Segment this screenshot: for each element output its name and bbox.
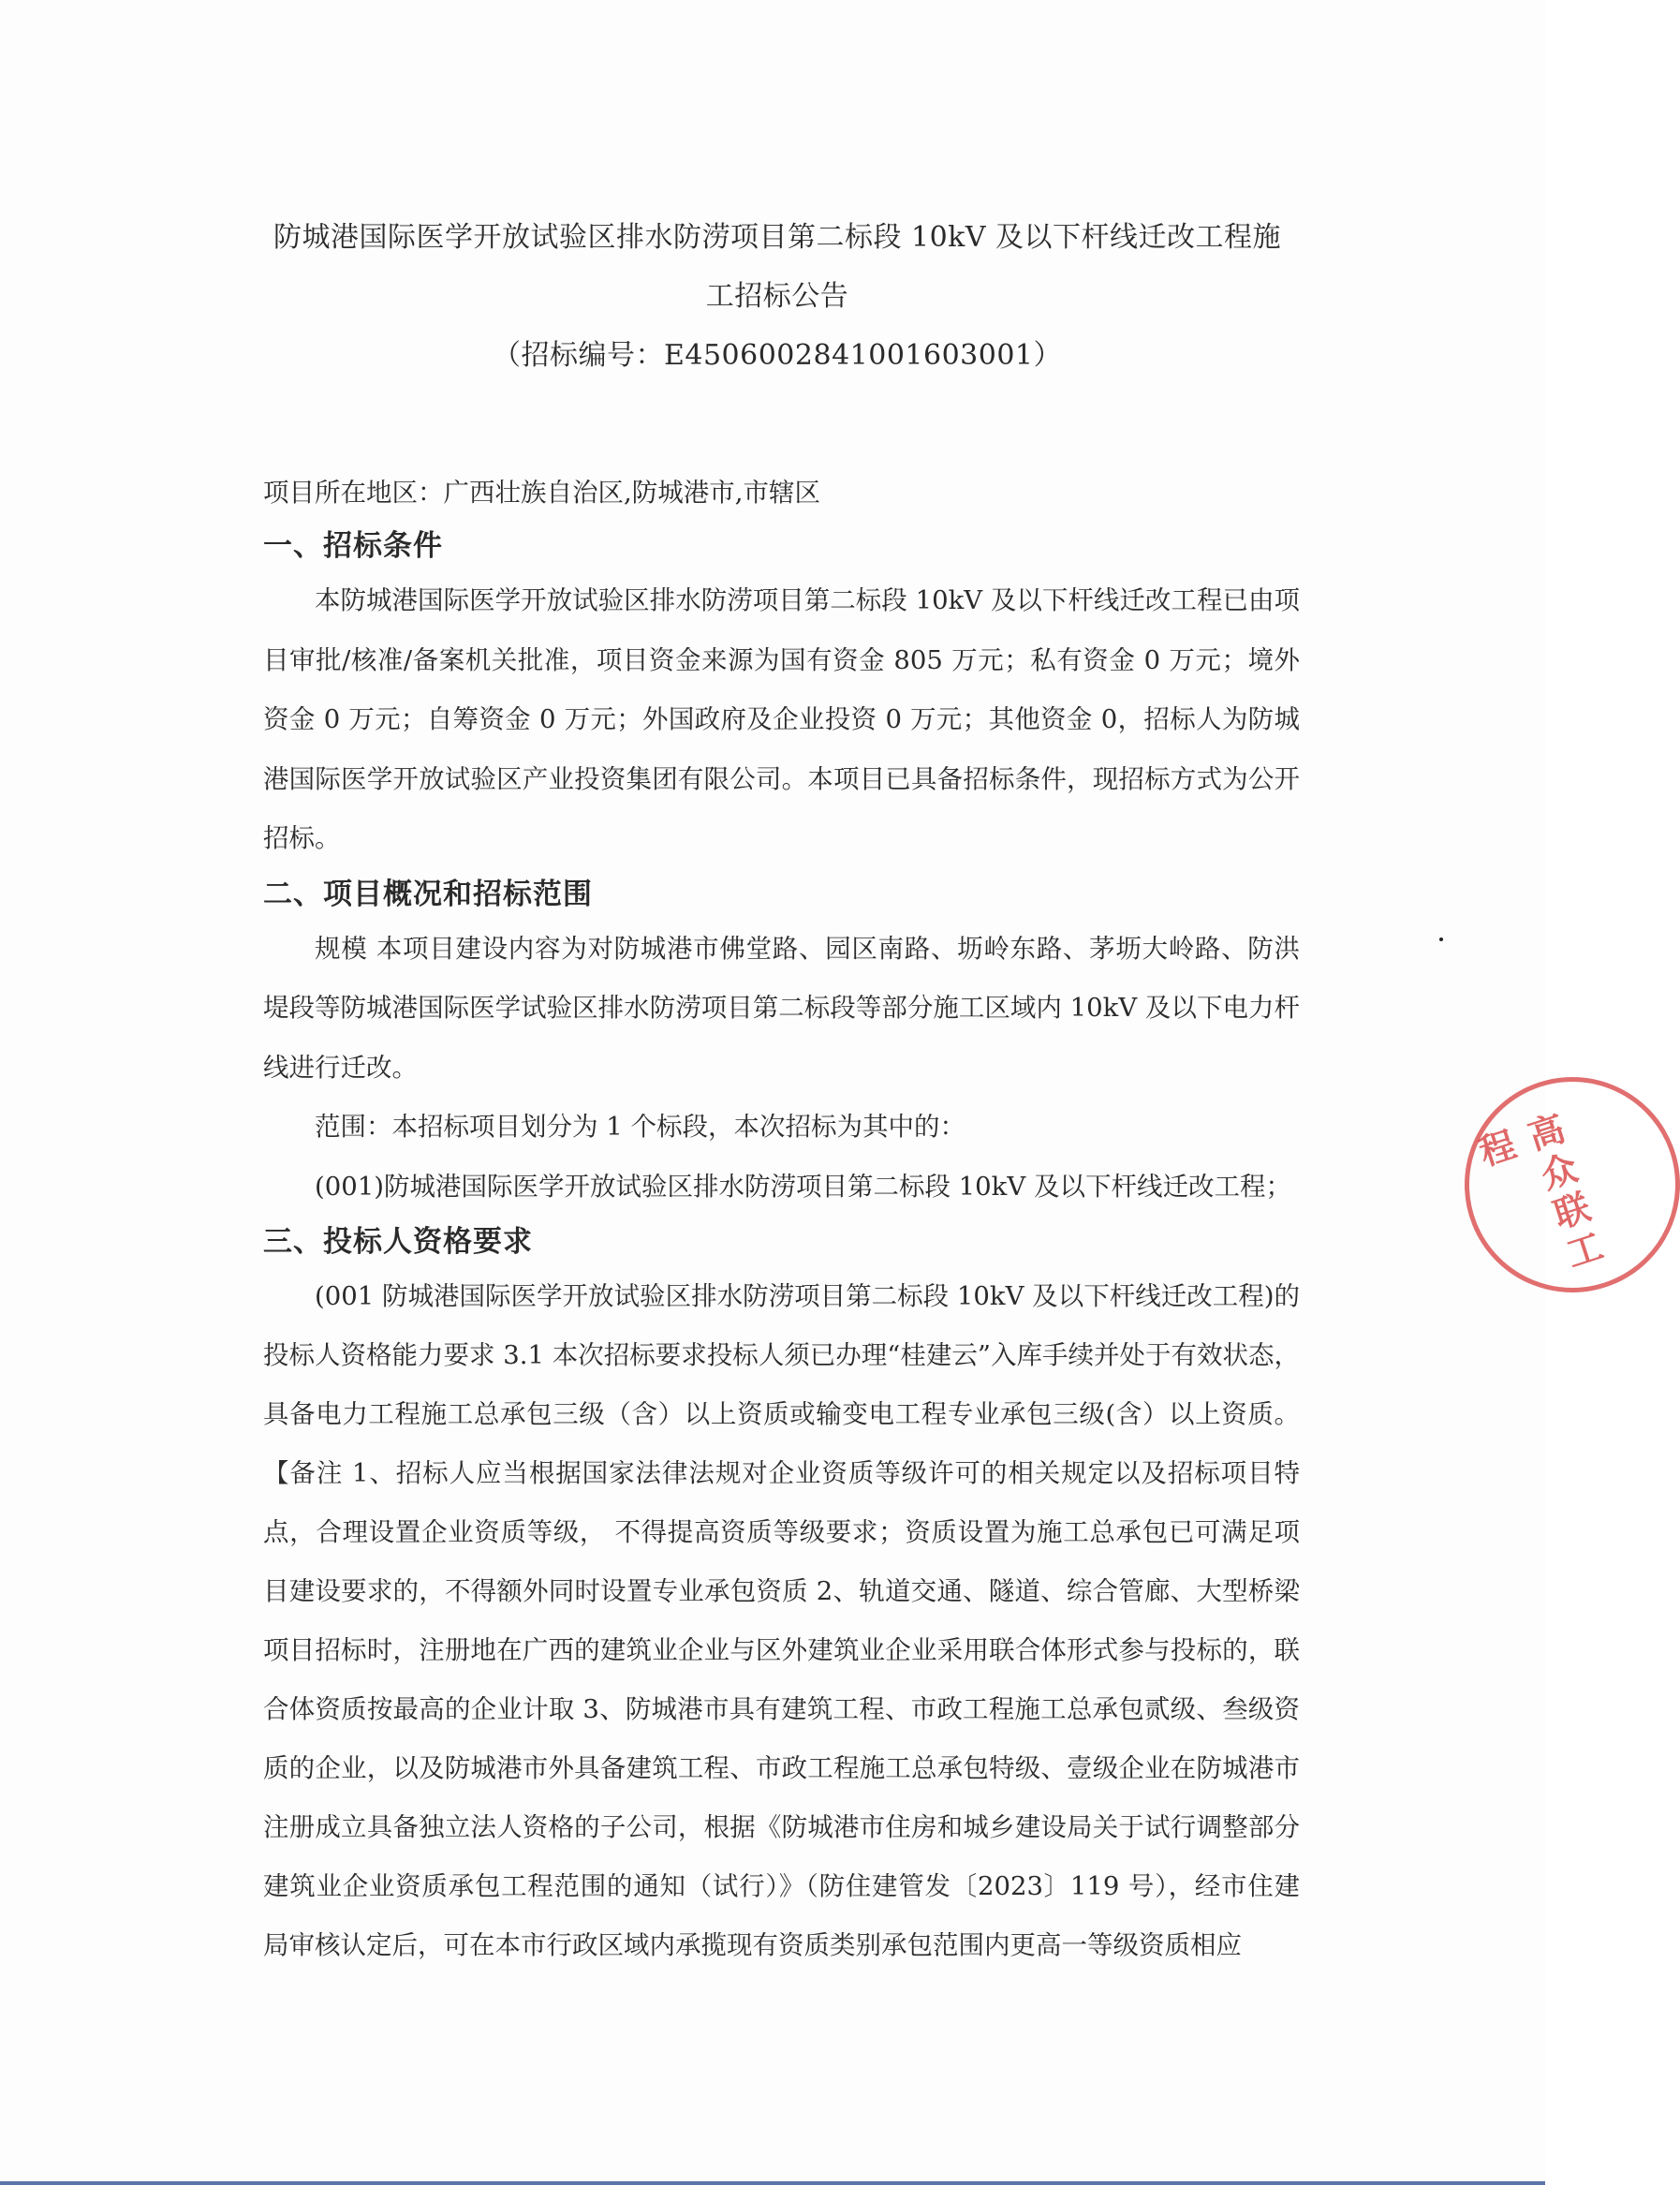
project-region: 项目所在地区：广西壮族自治区,防城港市,市辖区 — [263, 478, 820, 508]
tender-scope-line: 范围：本招标项目划分为 1 个标段，本次招标为其中的： — [315, 1112, 965, 1142]
tender-code: （招标编号：E4506002841001603001） — [492, 339, 1063, 372]
document-body — [263, 472, 1300, 1975]
official-seal — [1465, 1077, 1680, 1292]
bidder-qualification-paragraph: (001 防城港国际医学开放试验区排水防涝项目第二标段 10kV 及以下杆线迁改工程)的投标人资格能力要求 3.1 本次招标要求投标人须已办理“桂建云”入库手续并处于有效状态，具备电力工程施工总承包三级（含）以上资质或输变电工程专业承包三级(含）以上资质。【备注 1、招标人应当根据国家法律法规对企业资质等级许可的相关规定以及招标项目特点，合理设置企业资质等级， 不得提高资质等级要求；资质设置为施工总承包已可满足项目建设要求的，不得额外同时设置专业承包资质 2、轨道交通、隧道、综合管廊、大型桥梁项目招标时，注册地在广西的建筑业企业与区外建筑业企业采用联合体形式参与投标的，联合体资质按最高的企业计取 3、防城港市具有建筑工程、市政工程施工总承包贰级、叁级资质的企业，以及防城港市外具备建筑工程、市政工程施工总承包特级、壹级企业在防城港市注册成立具备独立法人资格的子公司，根据《防城港市住房和城乡建设局关于试行调整部分建筑业企业资质承包工程范围的通知（试行）》（防住建管发〔2023〕119 号），经市住建局审核认定后，可在本市行政区域内承揽现有资质类别承包范围内更高一等级资质相应 — [263, 1281, 1300, 1960]
section-heading-tender-conditions: 一、招标条件 — [263, 529, 443, 563]
title-line-2: 工招标公告 — [705, 280, 849, 313]
tender-lot-line: (001)防城港国际医学开放试验区排水防涝项目第二标段 10kV 及以下杆线迁改工程； — [315, 1171, 1291, 1202]
title-line-1: 防城港国际医学开放试验区排水防涝项目第二标段 10kV 及以下杆线迁改工程施 — [273, 221, 1282, 254]
bottom-edge-rule — [0, 2181, 1545, 2185]
section-heading-bidder-qualification: 三、投标人资格要求 — [263, 1225, 533, 1259]
scan-speck — [1439, 937, 1443, 941]
seal-text: 高众联工程 — [1468, 1108, 1610, 1279]
tender-conditions-paragraph: 本防城港国际医学开放试验区排水防涝项目第二标段 10kV 及以下杆线迁改工程已由项目审批/核准/备案机关批准，项目资金来源为国有资金 805 万元；私有资金 0 万元；境外资金 0 万元；自筹资金 0 万元；外国政府及企业投资 0 万元；其他资金 0，招标人为防城港国际医学开放试验区产业投资集团有限公司。本项目已具备招标条件，现招标方式为公开招标。 — [263, 585, 1300, 853]
section-heading-project-overview: 二、项目概况和招标范围 — [263, 877, 593, 911]
project-scale-paragraph: 规模 本项目建设内容为对防城港市佛堂路、园区南路、坜岭东路、茅坜大岭路、防洪堤段等防城港国际医学试验区排水防涝项目第二标段等部分施工区域内 10kV 及以下电力杆线进行迁改。 — [263, 933, 1300, 1083]
announcement-title — [253, 208, 1302, 385]
